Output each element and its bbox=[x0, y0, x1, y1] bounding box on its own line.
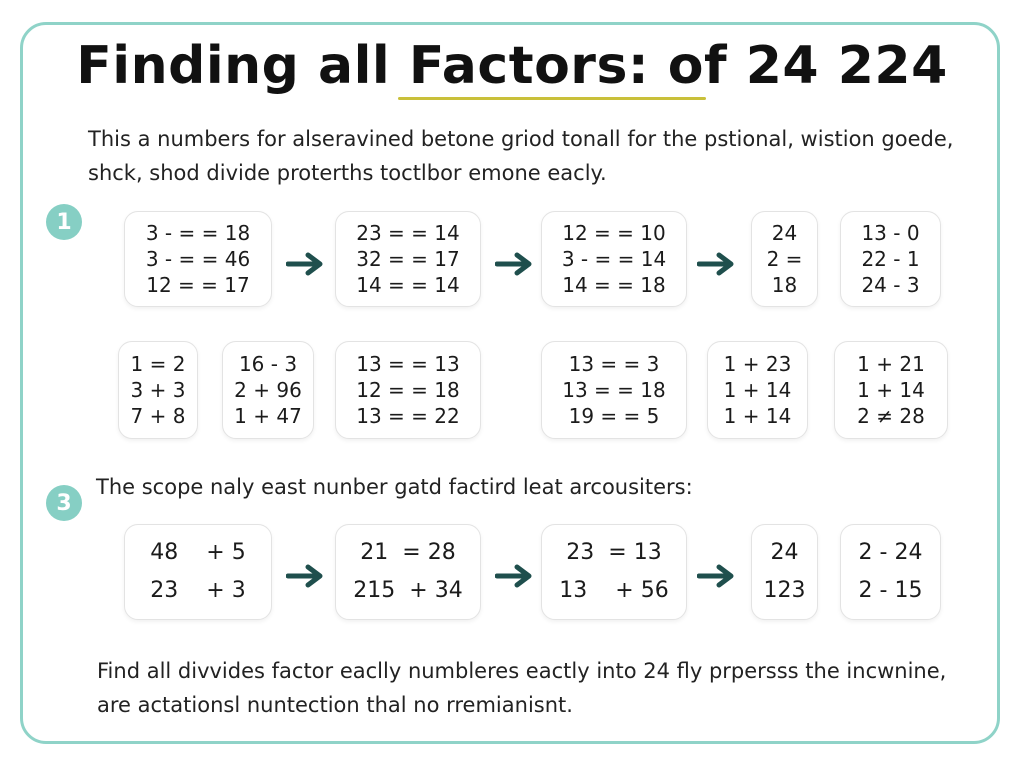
card-line: 22 - 1 bbox=[861, 247, 920, 271]
card-line: 215 + 34 bbox=[353, 578, 463, 603]
calc-card-r1-4 bbox=[751, 211, 818, 307]
section-heading: The scope naly east nunber gatd factird leat arcousiters: bbox=[96, 475, 693, 499]
card-line: 12 = = 18 bbox=[356, 378, 460, 402]
card-line: 23 = 13 bbox=[566, 540, 662, 565]
card-line: 2 = bbox=[766, 247, 803, 271]
calc-card-r1-1 bbox=[124, 211, 272, 307]
page-title: Finding all Factors: of 24 224 bbox=[76, 36, 948, 96]
calc-card-r2-4 bbox=[541, 341, 687, 439]
card-line: 2 - 15 bbox=[858, 578, 923, 603]
arrow-right-icon bbox=[495, 563, 535, 589]
card-line: 3 - = = 14 bbox=[561, 247, 667, 271]
card-line: 3 - = = 18 bbox=[145, 221, 251, 245]
card-line: 7 + 8 bbox=[130, 404, 186, 428]
card-line: 1 + 14 bbox=[857, 378, 925, 402]
card-line: 13 = = 13 bbox=[356, 352, 460, 376]
calc-card-r3-5 bbox=[840, 524, 941, 620]
card-line: 16 - 3 bbox=[238, 352, 298, 376]
card-line: 24 - 3 bbox=[861, 273, 920, 297]
card-line: 123 bbox=[763, 578, 806, 603]
card-line: 3 - = = 46 bbox=[145, 247, 251, 271]
arrow-right-icon bbox=[286, 563, 326, 589]
card-line: 23 = = 14 bbox=[356, 221, 460, 245]
step-badge-3: 3 bbox=[46, 485, 82, 521]
card-line: 1 + 23 bbox=[723, 352, 792, 376]
card-line: 19 = = 5 bbox=[568, 404, 660, 428]
card-line: 13 + 56 bbox=[559, 578, 669, 603]
card-line: 48 + 5 bbox=[150, 540, 246, 565]
card-line: 14 = = 14 bbox=[356, 273, 460, 297]
card-line: 13 = = 18 bbox=[562, 378, 666, 402]
card-line: 3 + 3 bbox=[130, 378, 186, 402]
card-line: 24 bbox=[770, 540, 799, 565]
card-line: 1 + 14 bbox=[723, 404, 792, 428]
calc-card-r1-2 bbox=[335, 211, 481, 307]
intro-paragraph: This a numbers for alseravined betone griod tonall for the pstional, wistion goede, shck, shod divide proterths toctlbor emone eacly. bbox=[88, 127, 954, 185]
conclusion-paragraph: Find all divvides factor eaclly numbleres eactly into 24 fly prpersss the incwnine, are actationsl nuntection thal no rremianisnt. bbox=[97, 659, 947, 717]
card-line: 1 = 2 bbox=[130, 352, 186, 376]
arrow-right-icon bbox=[286, 251, 326, 277]
calc-card-r1-5 bbox=[840, 211, 941, 307]
card-line: 12 = = 17 bbox=[146, 273, 250, 297]
calc-card-r2-1 bbox=[118, 341, 198, 439]
calc-card-r3-3 bbox=[541, 524, 687, 620]
calc-card-r1-3 bbox=[541, 211, 687, 307]
title-underline bbox=[398, 97, 706, 100]
arrow-right-icon bbox=[697, 251, 737, 277]
card-line: 2 ≠ 28 bbox=[857, 404, 925, 428]
card-line: 2 + 96 bbox=[234, 378, 302, 402]
calc-card-r2-5 bbox=[707, 341, 808, 439]
card-line: 18 bbox=[771, 273, 798, 297]
card-line: 32 = = 17 bbox=[356, 247, 460, 271]
card-line: 24 bbox=[771, 221, 798, 245]
card-line: 23 + 3 bbox=[150, 578, 246, 603]
card-line: 2 - 24 bbox=[858, 540, 923, 565]
card-line: 13 = = 3 bbox=[568, 352, 660, 376]
calc-card-r3-4 bbox=[751, 524, 818, 620]
card-line: 13 - 0 bbox=[861, 221, 920, 245]
calc-card-r3-1 bbox=[124, 524, 272, 620]
calc-card-r2-2 bbox=[222, 341, 314, 439]
card-line: 12 = = 10 bbox=[562, 221, 666, 245]
calc-card-r3-2 bbox=[335, 524, 481, 620]
card-line: 1 + 21 bbox=[857, 352, 925, 376]
step-badge-1: 1 bbox=[46, 204, 82, 240]
card-line: 14 = = 18 bbox=[562, 273, 666, 297]
card-line: 1 + 47 bbox=[234, 404, 302, 428]
card-line: 21 = 28 bbox=[360, 540, 456, 565]
arrow-right-icon bbox=[697, 563, 737, 589]
card-line: 1 + 14 bbox=[723, 378, 792, 402]
calc-card-r2-6 bbox=[834, 341, 948, 439]
card-line: 13 = = 22 bbox=[356, 404, 460, 428]
arrow-right-icon bbox=[495, 251, 535, 277]
calc-card-r2-3 bbox=[335, 341, 481, 439]
